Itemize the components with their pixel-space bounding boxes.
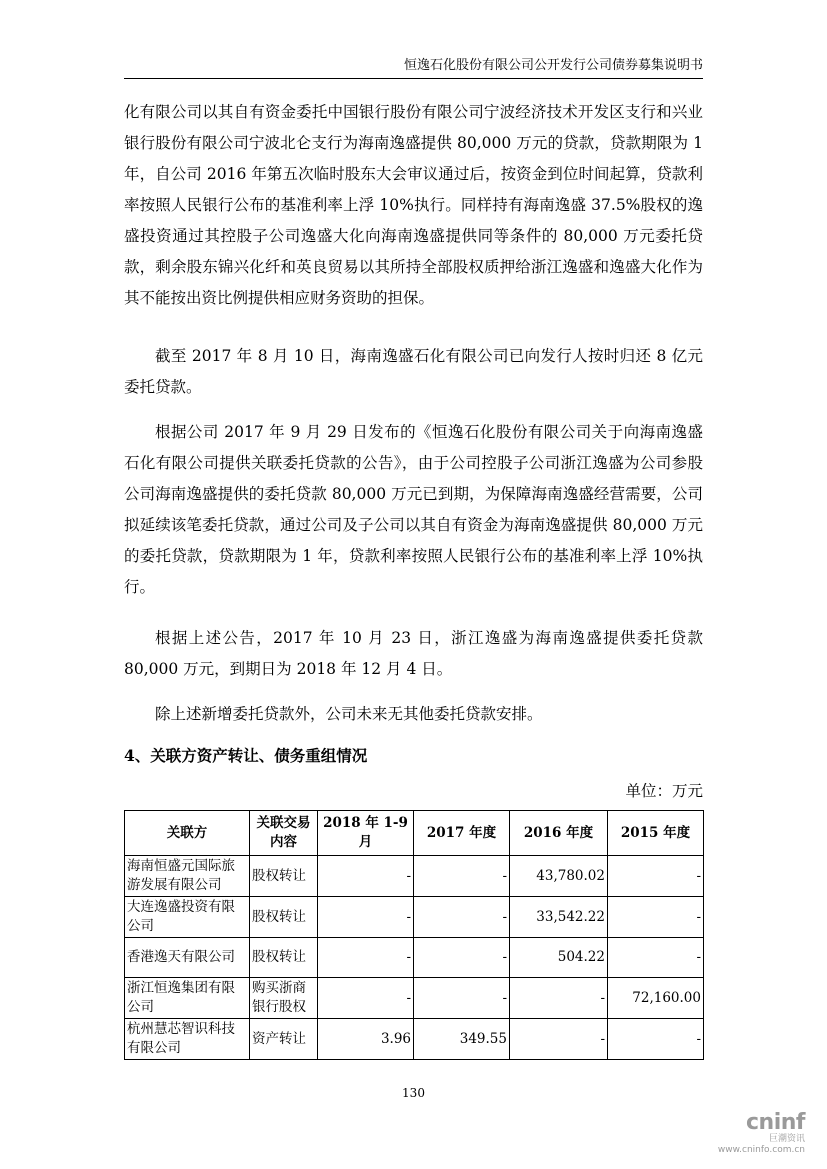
cell-2016: 504.22 <box>510 938 608 978</box>
cell-2015: - <box>608 856 704 897</box>
header-related-party: 关联方 <box>125 811 250 856</box>
cell-2016: - <box>510 978 608 1019</box>
cell-2016: 33,542.22 <box>510 897 608 938</box>
cell-2017: - <box>414 938 510 978</box>
cell-2018: - <box>318 897 414 938</box>
table-row <box>125 1019 704 1060</box>
logo-chinese-name: 巨潮资讯 <box>768 1134 805 1144</box>
table-row <box>125 897 704 938</box>
page-number: 130 <box>402 1086 425 1100</box>
cell-2016: 43,780.02 <box>510 856 608 897</box>
paragraph-announcement: 根据公司 2017 年 9 月 29 日发布的《恒逸石化股份有限公司关于向海南逸盛石化有限公司提供关联委托贷款的公告》，由于公司控股子公司浙江逸盛为公司参股公司海南逸盛提供的委托贷款 80,000 万元已到期，为保障海南逸盛经营需要，公司拟延续该笔委托贷款，通过公司及子公司以其自有资金为海南逸盛提供 80,000 万元的委托贷款，贷款期限为 1 年，贷款利率按照人民银行公布的基准利率上浮 10%执行。 <box>124 423 703 596</box>
cell-party: 大连逸盛投资有限公司 <box>125 897 250 938</box>
cell-party: 海南恒盛元国际旅游发展有限公司 <box>125 856 250 897</box>
cell-2015: - <box>608 897 704 938</box>
cell-party: 香港逸天有限公司 <box>125 938 250 978</box>
header-2017: 2017 年度 <box>414 811 510 856</box>
cell-2016: - <box>510 1019 608 1060</box>
header-2018-q1-q3: 2018 年 1-9 月 <box>318 811 414 856</box>
paragraph-repayment: 截至 2017 年 8 月 10 日，海南逸盛石化有限公司已向发行人按时归还 8 亿元委托贷款。 <box>124 347 703 396</box>
cell-content: 股权转让 <box>250 856 318 897</box>
table-header-row <box>125 811 704 856</box>
header-title: 恒逸石化股份有限公司公开发行公司债券募集说明书 <box>403 58 703 73</box>
header-transaction-content: 关联交易内容 <box>250 811 318 856</box>
cell-content: 股权转让 <box>250 897 318 938</box>
table-row <box>125 978 704 1019</box>
cell-2017: 349.55 <box>414 1019 510 1060</box>
cell-2018: - <box>318 938 414 978</box>
header-2016: 2016 年度 <box>510 811 608 856</box>
logo-url: www.cninfo.com.cn <box>717 1145 805 1155</box>
table-row <box>125 856 704 897</box>
paragraph-no-other-loans: 除上述新增委托贷款外，公司未来无其他委托贷款安排。 <box>155 705 543 723</box>
table-row <box>125 938 704 978</box>
cell-2017: - <box>414 856 510 897</box>
cell-2018: 3.96 <box>318 1019 414 1060</box>
cell-2015: 72,160.00 <box>608 978 704 1019</box>
paragraph-new-loan: 根据上述公告，2017 年 10 月 23 日，浙江逸盛为海南逸盛提供委托贷款 80,000 万元，到期日为 2018 年 12 月 4 日。 <box>124 629 703 678</box>
cell-content: 股权转让 <box>250 938 318 978</box>
document-header <box>124 56 703 79</box>
cell-content: 资产转让 <box>250 1019 318 1060</box>
cell-2018: - <box>318 978 414 1019</box>
logo-brand: cninf <box>746 1110 805 1135</box>
cell-2018: - <box>318 856 414 897</box>
cninfo-logo <box>695 1112 805 1156</box>
cell-party: 浙江恒逸集团有限公司 <box>125 978 250 1019</box>
cell-party: 杭州慧芯智识科技有限公司 <box>125 1019 250 1060</box>
unit-label: 单位：万元 <box>625 782 703 800</box>
cell-2015: - <box>608 938 704 978</box>
header-2015: 2015 年度 <box>608 811 704 856</box>
cell-2017: - <box>414 978 510 1019</box>
related-party-asset-transfer-table <box>124 810 704 1060</box>
cell-content: 购买浙商银行股权 <box>250 978 318 1019</box>
paragraph-loan-terms: 化有限公司以其自有资金委托中国银行股份有限公司宁波经济技术开发区支行和兴业银行股份有限公司宁波北仑支行为海南逸盛提供 80,000 万元的贷款，贷款期限为 1 年，自公司 2016 年第五次临时股东大会审议通过后，按资金到位时间起算，贷款利率按照人民银行公布的基准利率上浮 10%执行。同样持有海南逸盛 37.5%股权的逸盛投资通过其控股子公司逸盛大化向海南逸盛提供同等条件的 80,000 万元委托贷款，剩余股东锦兴化纤和英良贸易以其所持全部股权质押给浙江逸盛和逸盛大化作为其不能按出资比例提供相应财务资助的担保。 <box>124 103 703 307</box>
cell-2015: - <box>608 1019 704 1060</box>
section-title: 4、关联方资产转让、债务重组情况 <box>124 746 368 765</box>
cell-2017: - <box>414 897 510 938</box>
